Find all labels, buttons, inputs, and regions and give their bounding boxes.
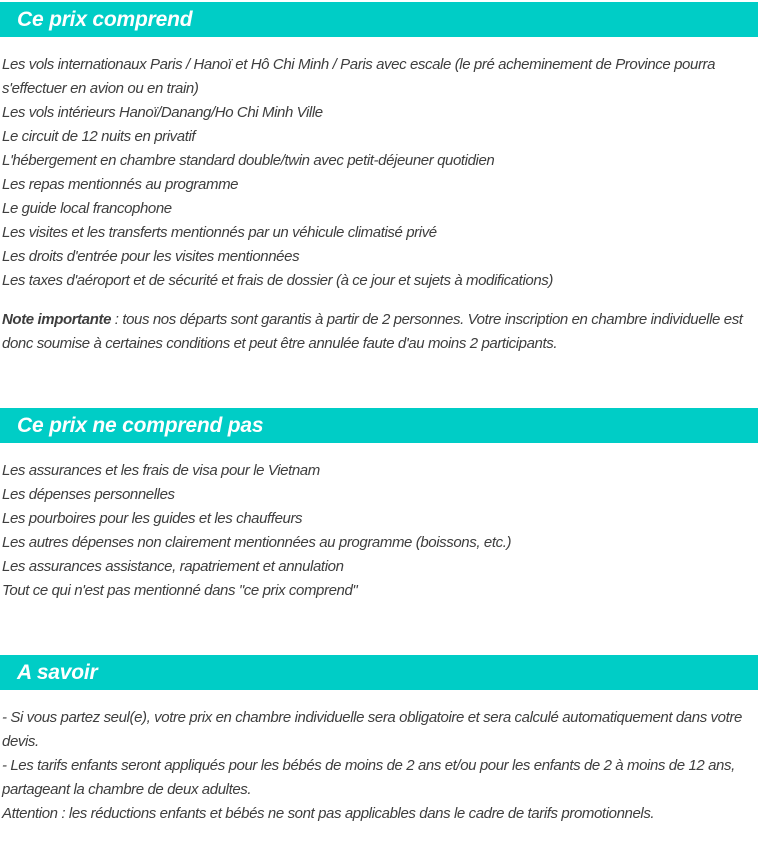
section-to-know bbox=[0, 655, 758, 826]
list-item: Les repas mentionnés au programme bbox=[2, 176, 239, 193]
list-item: Les visites et les transferts mentionnés par un véhicule climatisé privé bbox=[2, 224, 437, 241]
list-item: Les vols internationaux Paris / Hanoï et Hô Chi Minh / Paris avec escale (le pré acheminement de Province pourra s'effectuer en avion ou en train) bbox=[2, 56, 716, 97]
list-item: Le circuit de 12 nuits en privatif bbox=[2, 128, 196, 145]
section-to-know-header-bar bbox=[0, 655, 758, 690]
included-items-list bbox=[2, 53, 756, 293]
list-item: Les taxes d'aéroport et de sécurité et frais de dossier (à ce jour et sujets à modifications) bbox=[2, 272, 553, 289]
list-item: Les droits d'entrée pour les visites mentionnées bbox=[2, 248, 300, 265]
section-to-know-title: A savoir bbox=[17, 660, 98, 684]
list-item: Les assurances et les frais de visa pour le Vietnam bbox=[2, 462, 320, 479]
section-price-includes-title: Ce prix comprend bbox=[17, 7, 193, 31]
tour-price-details-page bbox=[0, 2, 758, 826]
important-note-label: Note importante bbox=[2, 311, 112, 328]
section-price-excludes-header-bar bbox=[0, 408, 758, 443]
section-to-know-body bbox=[0, 690, 758, 826]
section-price-excludes-title: Ce prix ne comprend pas bbox=[17, 413, 264, 437]
section-price-includes-header-bar bbox=[0, 2, 758, 37]
list-item: Les pourboires pour les guides et les chauffeurs bbox=[2, 510, 303, 527]
excluded-items-list bbox=[2, 459, 756, 603]
list-item: Le guide local francophone bbox=[2, 200, 172, 217]
to-know-items-list bbox=[2, 706, 756, 826]
list-item: Les autres dépenses non clairement mentionnées au programme (boissons, etc.) bbox=[2, 534, 512, 551]
important-note-text: : tous nos départs sont garantis à partir de 2 personnes. Votre inscription en chambre individuelle est donc soumise à certaines conditions et peut être annulée faute d'au moins 2 participants. bbox=[2, 311, 743, 352]
list-item: L'hébergement en chambre standard double/twin avec petit-déjeuner quotidien bbox=[2, 152, 495, 169]
important-note bbox=[2, 308, 756, 356]
list-item: Les vols intérieurs Hanoï/Danang/Ho Chi Minh Ville bbox=[2, 104, 323, 121]
list-item: Les assurances assistance, rapatriement et annulation bbox=[2, 558, 344, 575]
section-price-includes-body bbox=[0, 37, 758, 356]
list-item: Attention : les réductions enfants et bébés ne sont pas applicables dans le cadre de tarifs promotionnels. bbox=[2, 805, 655, 822]
section-price-excludes-body bbox=[0, 443, 758, 603]
list-item: - Les tarifs enfants seront appliqués pour les bébés de moins de 2 ans et/ou pour les enfants de 2 à moins de 12 ans, partageant la chambre de deux adultes. bbox=[2, 757, 735, 798]
section-price-excludes bbox=[0, 408, 758, 603]
list-item: Les dépenses personnelles bbox=[2, 486, 175, 503]
section-price-includes bbox=[0, 2, 758, 356]
list-item: - Si vous partez seul(e), votre prix en chambre individuelle sera obligatoire et sera calculé automatiquement dans votre devis. bbox=[2, 709, 742, 750]
list-item: Tout ce qui n'est pas mentionné dans "ce prix comprend" bbox=[2, 582, 358, 599]
